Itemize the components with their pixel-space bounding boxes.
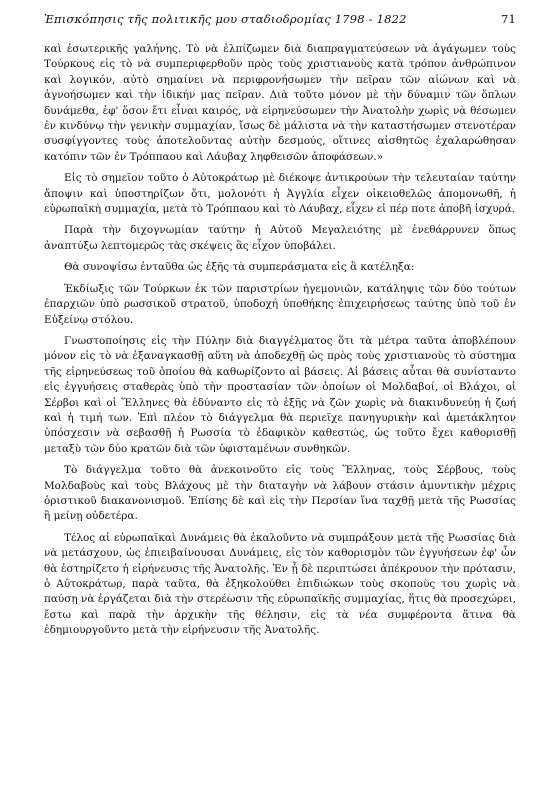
paragraph-notification: Γνωστοποίησις εἰς τὴν Πύλην διὰ διαγγέλματος ὅτι τὰ μέτρα ταῦτα ἀποβλέπουν μόνον εἰς τὸ νὰ ἐξαναγκασθῇ αὕτη νὰ ἀποδεχθῇ ὡς πρὸς τοὺς χριστιανοὺς τὸ σύστημα τῆς εἰρηνεύσεως τοῦ ὁποίου θὰ καθωρίζοντο αἱ βάσεις. Αἱ βάσεις αὗται θὰ συνίσταντο εἰς ἐγγυήσεις σταθερὰς ὑπὸ τὴν προστασίαν τῶν ὁποίων οἱ Μολδαβοί, οἱ Βλάχοι, οἱ Σέρβοι καὶ οἱ Ἕλληνες θὰ ἐδύναντο εἰς τὸ ἑξῆς νὰ ζῶν χωρὶς νὰ διακινδυνεύῃ ἡ ζωή καὶ ἡ τιμή των. Ἐπὶ πλέον τὸ διάγγελμα θὰ περιεῖχε πανηγυρικὴν καὶ ἀμετάκλητον ὑπόσχεσιν νὰ σεβασθῇ ἡ Ρωσσία τὸ ἐδαφικὸν καθεστώς, ὡς τοῦτο ἔχει καθορισθῇ μεταξὺ τῶν δύο κρατῶν διὰ τῶν ὑφισταμένων συνθηκῶν. bbox=[44, 334, 516, 455]
paragraph-continuation: καὶ ἐσωτερικῆς γαλήνης. Τὸ νὰ ἐλπίζωμεν διὰ διαπραγματεύσεων νὰ ἀγάγωμεν τοὺς Τούρκους εἰς τὸ νὰ συμπεριφερθοῦν πρὸς τοὺς χριστιανοὺς κατὰ τρόπον ἀνθρώπινον καὶ λογικόν, αὐτὸ σημαίνει νὰ περιφρονήσωμεν τὴν πεῖραν τῶν αἰώνων καὶ νὰ ἀγνοήσωμεν καὶ τὴν ἰδικήν μας πεῖραν. Διὰ τοῦτο μόνον μὲ τὴν δύναμιν τῶν ὅπλων δυνάμεθα, ἐφ' ὅσον ἔτι εἶναι καιρός, νὰ εἰρηνεύσωμεν τὴν Ἀνατολὴν χωρὶς νὰ θέσωμεν ἐν κινδύνῳ τὴν γενικὴν συμμαχίαν, ἴσως δὲ μάλιστα νὰ τὴν καταστήσωμεν στενοτέραν συσφίγγοντες τοὺς ἀποτελοῦντας αὐτὴν δεσμούς, οἵτινες αἰσθητῶς ἐχαλαρώθησαν κατόπιν τῶν ἐν Τρόππαου καὶ Λάυβαχ ληφθεισῶν ἀποφάσεων.» bbox=[44, 43, 516, 163]
body-text bbox=[44, 42, 516, 639]
paragraph-encouragement: Παρὰ τὴν διχογνωμίαν ταύτην ἡ Αὐτοῦ Μεγαλειότης μὲ ἐνεθάρρυνεν ὅπως ἀναπτύξω λεπτομερῶς τὰς σκέψεις ἃς εἶχον ὑποβάλει. bbox=[44, 224, 516, 252]
running-title: Ἐπισκόπησις τῆς πολιτικῆς μου σταδιοδρομίας 1798 - 1822 bbox=[44, 12, 407, 26]
running-header bbox=[44, 12, 516, 32]
page-number: 71 bbox=[500, 12, 516, 26]
paragraph-expulsion: Ἐκδίωξις τῶν Τούρκων ἐκ τῶν παριστρίων ἡγεμονιῶν, κατάληψις τῶν δύο τούτων ἐπαρχιῶν ὑπὸ ρωσσικοῦ στρατοῦ, ὑποδοχή ὑποθήκης ἐπιχειρήσεως ταύτης ὑπὸ τοῦ ἐν Εὐξείνῳ στόλου. bbox=[44, 282, 516, 326]
paragraph-emperor-interruption: Εἰς τὸ σημεῖον τοῦτο ὁ Αὐτοκράτωρ μὲ διέκοψε ἀντικρούων τὴν τελευταίαν ταύτην ἄποψιν καὶ ὑποστηρίζων ὅτι, μολονότι ἡ Ἀγγλία εἶχεν οἰκειοθελῶς ἀπομονωθῆ, ἡ εὐρωπαϊκὴ συμμαχία, μετὰ τὸ Τρόππαου καὶ τὸ Λάυβαχ, εἶχεν εἰ πέρ ποτε ἀποβῆ ἰσχυρά. bbox=[44, 172, 516, 216]
paragraph-summary-intro: Θὰ συνοψίσω ἐνταῦθα ὡς ἑξῆς τὰ συμπεράσματα εἰς ἃ κατέληξα: bbox=[64, 261, 415, 274]
paragraph-decree: Τὸ διάγγελμα τοῦτο θὰ ἀνεκοινοῦτο εἰς τοὺς Ἕλληνας, τοὺς Σέρβους, τοὺς Μολδαβοὺς καὶ τοὺς Βλάχους μὲ τὴν διαταγὴν νὰ λάβουν στάσιν ἀμυντικὴν μέχρις ὁριστικοῦ διακανονισμοῦ. Ἐπίσης δὲ καὶ εἰς τὴν Περσίαν ἵνα ταχθῇ μετὰ τῆς Ρωσσίας ἢ μείνῃ οὐδετέρα. bbox=[44, 464, 516, 523]
paragraph-european-powers: Τέλος αἱ εὐρωπαϊκαὶ Δυνάμεις θὰ ἐκαλοῦντο νὰ συμπράξουν μετὰ τῆς Ρωσσίας διὰ νὰ μετάσχουν, ὡς ἐπιειβαίνουσαι Δυνάμεις, εἰς τὸν καθορισμὸν τῶν ἐγγυήσεων ἐφ' ὧν θὰ ἐστηρίζετο ἡ εἰρήνευσις τῆς Ἀνατολῆς. Ἐν ᾗ δὲ περιπτώσει ἀπέκρουον τὴν πρότασιν, ὁ Αὐτοκράτωρ, παρὰ ταῦτα, θὰ ἐξηκολούθει ἐπιδιώκων τοὺς σκοποὺς του χωρὶς νὰ παύσῃ νὰ ἐργάζεται διὰ τὴν στερέωσιν τῆς εὐρωπαϊκῆς συμμαχίας, ἥτις θὰ προσεχώρει, ἔστω καὶ παρὰ τὴν ἀρχικὴν τῆς θέλησιν, εἰς τὰ νέα συμφέροντα ἅτινα θὰ ἐδημιουργοῦντο μετὰ τὴν εἰρήνευσιν τῆς Ἀνατολῆς. bbox=[44, 531, 516, 637]
